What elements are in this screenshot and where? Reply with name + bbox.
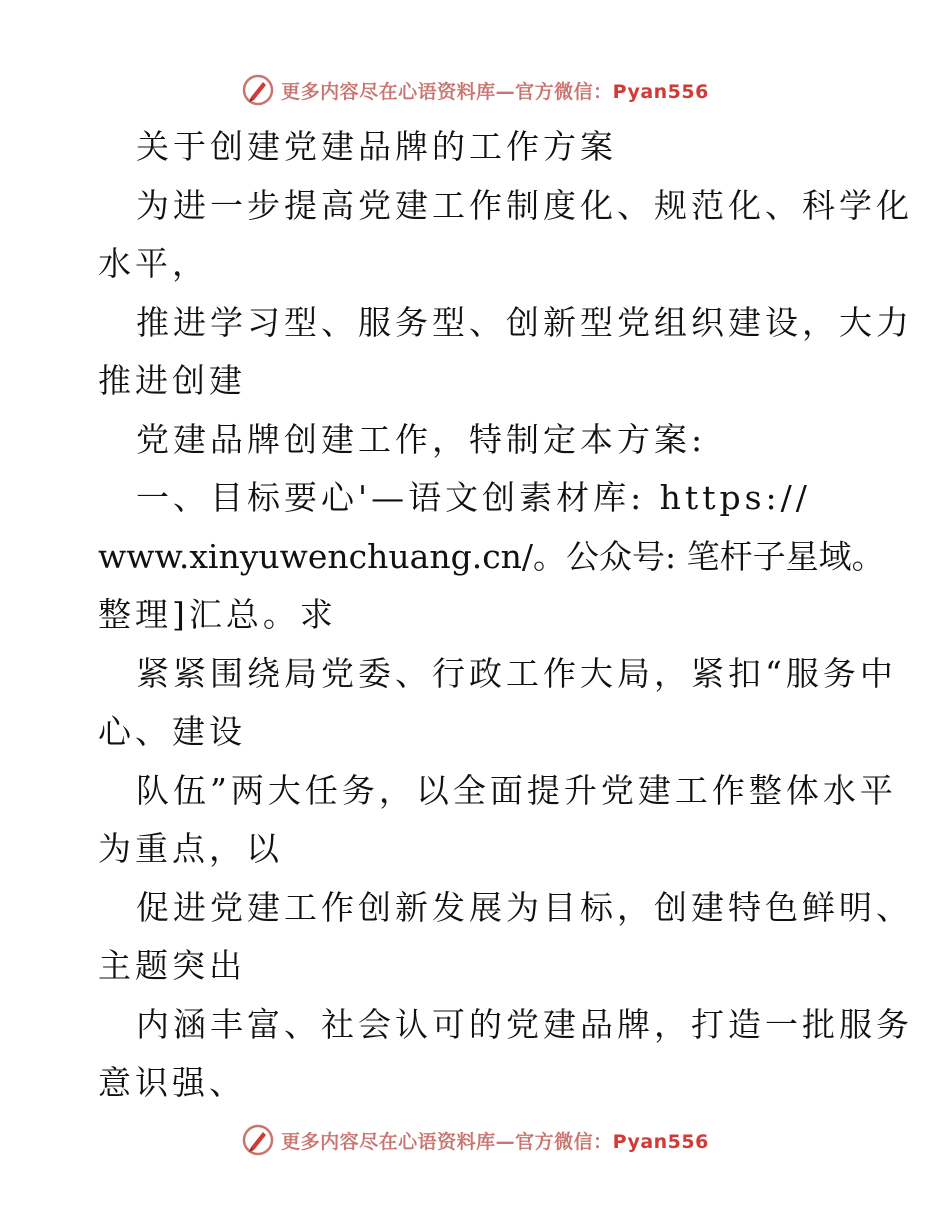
paragraph-line: 整理]汇总。求 — [98, 595, 337, 634]
paragraph-line: 水平， — [98, 244, 209, 283]
header-watermark — [0, 70, 950, 110]
paragraph-line: 内涵丰富、社会认可的党建品牌，打造一批服务 — [136, 1004, 913, 1044]
watermark-text: 更多内容尽在心语资料库—官方微信：Pyan556 — [281, 1130, 709, 1153]
paragraph-line: 为进一步提高党建工作制度化、规范化、科学化 — [136, 185, 913, 225]
pen-logo-icon — [241, 73, 275, 107]
paragraph-line: 推进创建 — [98, 361, 246, 400]
document-body — [98, 118, 913, 1113]
footer-watermark — [0, 1120, 950, 1160]
paragraph-line: 推进学习型、服务型、创新型党组织建设，大力 — [136, 302, 913, 342]
paragraph-line: 党建品牌创建工作，特制定本方案: — [136, 419, 707, 459]
paragraph-line: 意识强、 — [98, 1063, 246, 1102]
paragraph-line: www.xinyuwenchuang.cn/。公众号: 笔杆子星域。 — [98, 536, 885, 576]
section-heading: 一、目标要心'—语文创素材库: https:// — [136, 478, 811, 517]
paragraph-line: 为重点，以 — [98, 829, 283, 868]
paragraph-line: 促进党建工作创新发展为目标，创建特色鲜明、 — [136, 887, 913, 927]
pen-logo-icon — [241, 1123, 275, 1157]
paragraph-line: 队伍”两大任务，以全面提升党建工作整体水平 — [136, 770, 897, 810]
paragraph-line: 主题突出 — [98, 946, 246, 985]
doc-title: 关于创建党建品牌的工作方案 — [136, 127, 617, 166]
paragraph-line: 紧紧围绕局党委、行政工作大局，紧扣“服务中 — [136, 653, 897, 693]
watermark-text: 更多内容尽在心语资料库—官方微信：Pyan556 — [281, 80, 709, 103]
paragraph-line: 心、建设 — [98, 712, 246, 751]
